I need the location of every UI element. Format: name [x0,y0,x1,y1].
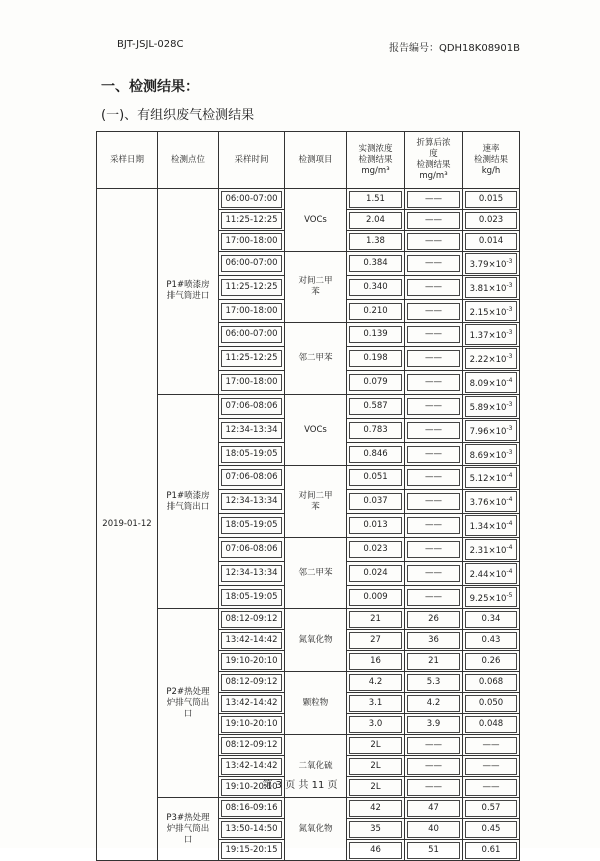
table-row [97,394,520,418]
measured-concentration: 0.210 [347,299,405,323]
emission-rate: $3.76\times 10^{-4}$ [463,490,520,514]
test-item: 氮氧化物 [285,609,347,672]
sampling-date: 2019-01-12 [97,189,158,861]
emission-rate: $1.34\times 10^{-4}$ [463,514,520,538]
measured-concentration: 2L [347,756,405,777]
monitoring-point: P3#热处理 炉排气筒出 口 [158,798,219,861]
emission-rate: $2.44\times 10^{-4}$ [463,561,520,585]
sampling-time: 19:10-20:10 [219,651,285,672]
column-header: 采样时间 [219,132,285,189]
test-item: 二氧化硫 [285,735,347,798]
emission-rate: 0.014 [463,231,520,252]
sampling-time: 19:10-20:10 [219,714,285,735]
measured-concentration: 16 [347,651,405,672]
measured-concentration: 0.009 [347,585,405,609]
measured-concentration: 4.2 [347,672,405,693]
table-header-row [97,132,520,189]
emission-results-table [96,131,520,861]
converted-concentration: 36 [405,630,463,651]
measured-concentration: 21 [347,609,405,630]
converted-concentration: —— [405,371,463,395]
converted-concentration: —— [405,210,463,231]
test-item: VOCs [285,394,347,465]
sampling-time: 19:10-20:10 [219,777,285,798]
measured-concentration: 0.384 [347,252,405,276]
test-item: 颗粒物 [285,672,347,735]
measured-concentration: 27 [347,630,405,651]
emission-rate: 0.57 [463,798,520,819]
converted-concentration: —— [405,252,463,276]
measured-concentration: 0.198 [347,347,405,371]
column-header: 实测浓度 检测结果 mg/m³ [347,132,405,189]
emission-rate: 0.43 [463,630,520,651]
monitoring-point: P1#喷漆房 排气筒出口 [158,394,219,608]
sampling-time: 17:00-18:00 [219,299,285,323]
sampling-time: 18:05-19:05 [219,442,285,466]
sampling-time: 13:42-14:42 [219,630,285,651]
measured-concentration: 0.783 [347,418,405,442]
test-item: VOCs [285,189,347,252]
converted-concentration: 4.2 [405,693,463,714]
measured-concentration: 0.846 [347,442,405,466]
sampling-time: 07:06-08:06 [219,537,285,561]
converted-concentration: —— [405,466,463,490]
measured-concentration: 3.0 [347,714,405,735]
converted-concentration: —— [405,735,463,756]
measured-concentration: 0.587 [347,394,405,418]
emission-rate: $2.31\times 10^{-4}$ [463,537,520,561]
test-item: 对间二甲 苯 [285,252,347,323]
converted-concentration: —— [405,514,463,538]
emission-rate: —— [463,756,520,777]
emission-rate: $3.79\times 10^{-3}$ [463,252,520,276]
sampling-time: 12:34-13:34 [219,418,285,442]
converted-concentration: —— [405,442,463,466]
emission-rate: $8.09\times 10^{-4}$ [463,371,520,395]
sampling-time: 06:00-07:00 [219,323,285,347]
converted-concentration: 3.9 [405,714,463,735]
emission-rate: 0.015 [463,189,520,210]
converted-concentration: 5.3 [405,672,463,693]
monitoring-point: P1#喷漆房 排气筒进口 [158,189,219,395]
emission-rate: 0.050 [463,693,520,714]
column-header: 折算后浓 度 检测结果 mg/m³ [405,132,463,189]
converted-concentration: —— [405,777,463,798]
emission-rate: 0.023 [463,210,520,231]
emission-rate: 0.45 [463,819,520,840]
sampling-time: 19:15-20:15 [219,840,285,861]
sampling-time: 17:00-18:00 [219,231,285,252]
sampling-time: 11:25-12:25 [219,210,285,231]
measured-concentration: 0.079 [347,371,405,395]
emission-rate: 0.61 [463,840,520,861]
sampling-time: 18:05-19:05 [219,514,285,538]
converted-concentration: 21 [405,651,463,672]
sampling-time: 06:00-07:00 [219,252,285,276]
sampling-time: 07:06-08:06 [219,466,285,490]
converted-concentration: —— [405,299,463,323]
monitoring-point: P2#热处理 炉排气筒出 口 [158,609,219,798]
measured-concentration: 2L [347,777,405,798]
converted-concentration: —— [405,537,463,561]
emission-rate: $2.22\times 10^{-3}$ [463,347,520,371]
test-item: 邻二甲苯 [285,537,347,608]
column-header: 速率 检测结果 kg/h [463,132,520,189]
column-header: 采样日期 [97,132,158,189]
converted-concentration: —— [405,756,463,777]
measured-concentration: 0.340 [347,275,405,299]
emission-rate: $3.81\times 10^{-3}$ [463,275,520,299]
emission-rate: $2.15\times 10^{-3}$ [463,299,520,323]
sampling-time: 13:50-14:50 [219,819,285,840]
converted-concentration: —— [405,585,463,609]
sampling-time: 17:00-18:00 [219,371,285,395]
column-header: 检测项目 [285,132,347,189]
sampling-time: 12:34-13:34 [219,490,285,514]
emission-rate: —— [463,777,520,798]
sampling-time: 08:16-09:16 [219,798,285,819]
sampling-time: 08:12-09:12 [219,735,285,756]
sampling-time: 13:42-14:42 [219,756,285,777]
converted-concentration: —— [405,561,463,585]
converted-concentration: 51 [405,840,463,861]
test-item: 邻二甲苯 [285,323,347,394]
section-title: 一、检测结果： [101,79,199,95]
table-row [97,609,520,630]
measured-concentration: 46 [347,840,405,861]
converted-concentration: —— [405,418,463,442]
measured-concentration: 0.023 [347,537,405,561]
converted-concentration: —— [405,490,463,514]
emission-rate: $9.25\times 10^{-5}$ [463,585,520,609]
measured-concentration: 0.024 [347,561,405,585]
test-item: 对间二甲 苯 [285,466,347,537]
converted-concentration: 26 [405,609,463,630]
sampling-time: 11:25-12:25 [219,275,285,299]
converted-concentration: —— [405,323,463,347]
sampling-time: 12:34-13:34 [219,561,285,585]
converted-concentration: —— [405,189,463,210]
measured-concentration: 0.013 [347,514,405,538]
table-row [97,189,520,210]
sampling-time: 06:00-07:00 [219,189,285,210]
converted-concentration: —— [405,231,463,252]
measured-concentration: 3.1 [347,693,405,714]
sampling-time: 11:25-12:25 [219,347,285,371]
measured-concentration: 2.04 [347,210,405,231]
report-number: 报告编号：QDH18K08901B [388,43,520,54]
converted-concentration: 47 [405,798,463,819]
converted-concentration: 40 [405,819,463,840]
document-code: BJT-JSJL-028C [117,39,184,50]
measured-concentration: 1.38 [347,231,405,252]
emission-rate: $5.12\times 10^{-4}$ [463,466,520,490]
measured-concentration: 35 [347,819,405,840]
page-number: 第 3 页 共 11 页 [262,780,338,791]
emission-rate: $1.37\times 10^{-3}$ [463,323,520,347]
sampling-time: 08:12-09:12 [219,672,285,693]
measured-concentration: 0.139 [347,323,405,347]
measured-concentration: 2L [347,735,405,756]
converted-concentration: —— [405,347,463,371]
emission-rate: $7.96\times 10^{-3}$ [463,418,520,442]
measured-concentration: 0.051 [347,466,405,490]
sampling-time: 07:06-08:06 [219,394,285,418]
column-header: 检测点位 [158,132,219,189]
sampling-time: 13:42-14:42 [219,693,285,714]
emission-rate: $8.69\times 10^{-3}$ [463,442,520,466]
emission-rate: 0.048 [463,714,520,735]
emission-rate: $5.89\times 10^{-3}$ [463,394,520,418]
converted-concentration: —— [405,275,463,299]
converted-concentration: —— [405,394,463,418]
sampling-time: 18:05-19:05 [219,585,285,609]
emission-rate: —— [463,735,520,756]
table-row [97,798,520,819]
emission-rate: 0.068 [463,672,520,693]
emission-rate: 0.26 [463,651,520,672]
measured-concentration: 42 [347,798,405,819]
measured-concentration: 1.51 [347,189,405,210]
subsection-title: (一)、有组织废气检测结果 [101,108,255,123]
measured-concentration: 0.037 [347,490,405,514]
emission-rate: 0.34 [463,609,520,630]
sampling-time: 08:12-09:12 [219,609,285,630]
test-item: 氮氧化物 [285,798,347,861]
